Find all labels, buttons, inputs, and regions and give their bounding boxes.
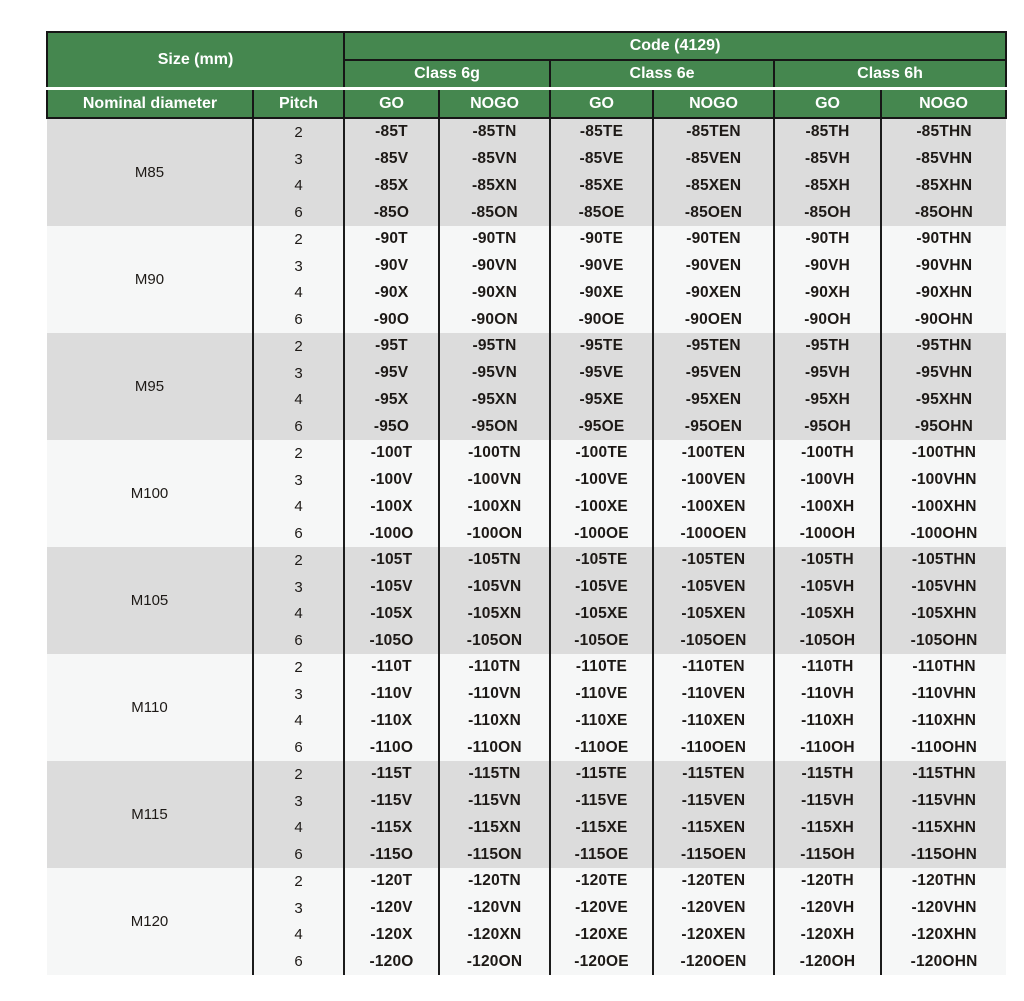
code-cell: -95XH <box>774 387 881 414</box>
code-cell: -110TE <box>550 654 653 681</box>
code-cell: -90VHN <box>881 253 1006 280</box>
code-cell: -85OEN <box>653 199 774 226</box>
nominal-diameter-cell: M115 <box>47 761 253 868</box>
code-cell: -115XN <box>439 815 550 842</box>
table-row <box>47 868 1006 895</box>
code-cell: -100XN <box>439 494 550 521</box>
code-cell: -115THN <box>881 761 1006 788</box>
code-cell: -105TH <box>774 547 881 574</box>
code-cell: -105TN <box>439 547 550 574</box>
pitch-cell: 6 <box>253 413 344 440</box>
code-cell: -90T <box>344 226 439 253</box>
code-cell: -115OEN <box>653 841 774 868</box>
code-cell: -95XEN <box>653 387 774 414</box>
code-cell: -100X <box>344 494 439 521</box>
code-cell: -115TEN <box>653 761 774 788</box>
code-cell: -120XHN <box>881 922 1006 949</box>
code-cell: -95O <box>344 413 439 440</box>
code-cell: -90OH <box>774 306 881 333</box>
code-cell: -110ON <box>439 734 550 761</box>
class-6h-header-cell: Class 6h <box>774 60 1006 89</box>
nominal-diameter-cell: M110 <box>47 654 253 761</box>
code-cell: -115VN <box>439 788 550 815</box>
code-cell: -110THN <box>881 654 1006 681</box>
pitch-cell: 3 <box>253 895 344 922</box>
code-cell: -120TH <box>774 868 881 895</box>
code-cell: -95TE <box>550 333 653 360</box>
pitch-cell: 2 <box>253 440 344 467</box>
pitch-cell: 6 <box>253 841 344 868</box>
code-cell: -105X <box>344 601 439 628</box>
pitch-cell: 4 <box>253 708 344 735</box>
class-6e-header-cell: Class 6e <box>550 60 774 89</box>
code-cell: -85VEN <box>653 146 774 173</box>
code-cell: -100TH <box>774 440 881 467</box>
code-cell: -120TE <box>550 868 653 895</box>
code-cell: -90O <box>344 306 439 333</box>
code-cell: -100VN <box>439 467 550 494</box>
code-cell: -105XHN <box>881 601 1006 628</box>
code-cell: -95TH <box>774 333 881 360</box>
code-cell: -90VEN <box>653 253 774 280</box>
code-cell: -120VH <box>774 895 881 922</box>
pitch-cell: 2 <box>253 868 344 895</box>
code-cell: -100TE <box>550 440 653 467</box>
code-cell: -85TH <box>774 118 881 146</box>
pitch-cell: 3 <box>253 253 344 280</box>
code-cell: -120OE <box>550 948 653 975</box>
code-cell: -115XH <box>774 815 881 842</box>
table-body <box>47 118 1006 975</box>
code-cell: -85VE <box>550 146 653 173</box>
code-cell: -105XN <box>439 601 550 628</box>
code-cell: -95V <box>344 360 439 387</box>
code-cell: -110VE <box>550 681 653 708</box>
code-cell: -95VH <box>774 360 881 387</box>
code-cell: -110T <box>344 654 439 681</box>
nominal-diameter-cell: M100 <box>47 440 253 547</box>
code-cell: -100XE <box>550 494 653 521</box>
code-cell: -95VEN <box>653 360 774 387</box>
code-cell: -85TN <box>439 118 550 146</box>
size-header-cell: Size (mm) <box>47 32 344 89</box>
code-cell: -85THN <box>881 118 1006 146</box>
code-cell: -95THN <box>881 333 1006 360</box>
code-cell: -100ON <box>439 520 550 547</box>
code-cell: -100THN <box>881 440 1006 467</box>
code-cell: -110VHN <box>881 681 1006 708</box>
code-cell: -100VEN <box>653 467 774 494</box>
code-cell: -110VH <box>774 681 881 708</box>
code-cell: -95T <box>344 333 439 360</box>
code-cell: -90VN <box>439 253 550 280</box>
code-cell: -105XH <box>774 601 881 628</box>
table-row <box>47 118 1006 146</box>
code-cell: -95X <box>344 387 439 414</box>
code-cell: -105OEN <box>653 627 774 654</box>
code-cell: -110VEN <box>653 681 774 708</box>
code-cell: -85OH <box>774 199 881 226</box>
code-header-cell: Code (4129) <box>344 32 1006 60</box>
pitch-cell: 6 <box>253 627 344 654</box>
code-cell: -85XEN <box>653 173 774 200</box>
code-cell: -95OH <box>774 413 881 440</box>
code-cell: -85XH <box>774 173 881 200</box>
code-cell: -105T <box>344 547 439 574</box>
code-cell: -90XEN <box>653 280 774 307</box>
pitch-cell: 2 <box>253 333 344 360</box>
pitch-cell: 2 <box>253 654 344 681</box>
nogo-header-cell-6e: NOGO <box>653 89 774 119</box>
code-cell: -90VH <box>774 253 881 280</box>
code-cell: -110TN <box>439 654 550 681</box>
code-cell: -105XEN <box>653 601 774 628</box>
code-cell: -115TH <box>774 761 881 788</box>
code-cell: -85TEN <box>653 118 774 146</box>
code-cell: -105VH <box>774 574 881 601</box>
header-row-columns <box>47 89 1006 119</box>
code-cell: -95XE <box>550 387 653 414</box>
nominal-diameter-cell: M105 <box>47 547 253 654</box>
code-cell: -115OE <box>550 841 653 868</box>
code-cell: -85ON <box>439 199 550 226</box>
pitch-cell: 4 <box>253 601 344 628</box>
code-cell: -120THN <box>881 868 1006 895</box>
code-cell: -110XE <box>550 708 653 735</box>
code-cell: -105V <box>344 574 439 601</box>
pitch-cell: 3 <box>253 788 344 815</box>
nominal-diameter-cell: M85 <box>47 118 253 226</box>
code-cell: -105OHN <box>881 627 1006 654</box>
code-cell: -120T <box>344 868 439 895</box>
code-cell: -120XE <box>550 922 653 949</box>
code-cell: -120ON <box>439 948 550 975</box>
code-cell: -85VN <box>439 146 550 173</box>
pitch-header-cell: Pitch <box>253 89 344 119</box>
code-cell: -100OE <box>550 520 653 547</box>
code-cell: -100OH <box>774 520 881 547</box>
pitch-cell: 6 <box>253 948 344 975</box>
code-cell: -95XN <box>439 387 550 414</box>
code-cell: -110V <box>344 681 439 708</box>
pitch-cell: 3 <box>253 146 344 173</box>
pitch-cell: 4 <box>253 922 344 949</box>
code-cell: -120OEN <box>653 948 774 975</box>
code-cell: -95OE <box>550 413 653 440</box>
code-cell: -115T <box>344 761 439 788</box>
code-cell: -100XHN <box>881 494 1006 521</box>
code-cell: -90OE <box>550 306 653 333</box>
code-cell: -90THN <box>881 226 1006 253</box>
code-cell: -100V <box>344 467 439 494</box>
code-cell: -115XHN <box>881 815 1006 842</box>
code-cell: -110VN <box>439 681 550 708</box>
table-row <box>47 333 1006 360</box>
code-cell: -115VHN <box>881 788 1006 815</box>
code-cell: -90XHN <box>881 280 1006 307</box>
code-cell: -120VN <box>439 895 550 922</box>
code-cell: -85OHN <box>881 199 1006 226</box>
table-header <box>47 32 1006 118</box>
code-cell: -90X <box>344 280 439 307</box>
pitch-cell: 6 <box>253 734 344 761</box>
code-cell: -115VE <box>550 788 653 815</box>
code-cell: -95VE <box>550 360 653 387</box>
code-cell: -90OHN <box>881 306 1006 333</box>
thread-gauge-code-table <box>46 31 1007 975</box>
code-cell: -120VHN <box>881 895 1006 922</box>
table-row <box>47 440 1006 467</box>
pitch-cell: 2 <box>253 761 344 788</box>
nominal-diameter-header-cell: Nominal diameter <box>47 89 253 119</box>
code-cell: -110OHN <box>881 734 1006 761</box>
code-cell: -100T <box>344 440 439 467</box>
nominal-diameter-cell: M95 <box>47 333 253 440</box>
pitch-cell: 3 <box>253 681 344 708</box>
code-cell: -105ON <box>439 627 550 654</box>
code-cell: -110TEN <box>653 654 774 681</box>
code-cell: -110XEN <box>653 708 774 735</box>
code-cell: -110OH <box>774 734 881 761</box>
pitch-cell: 2 <box>253 226 344 253</box>
code-cell: -100OEN <box>653 520 774 547</box>
code-cell: -90TH <box>774 226 881 253</box>
code-cell: -95OHN <box>881 413 1006 440</box>
code-cell: -105XE <box>550 601 653 628</box>
code-cell: -100XH <box>774 494 881 521</box>
code-cell: -105OH <box>774 627 881 654</box>
code-cell: -120TN <box>439 868 550 895</box>
code-cell: -85XN <box>439 173 550 200</box>
code-cell: -115ON <box>439 841 550 868</box>
code-cell: -105TEN <box>653 547 774 574</box>
code-cell: -95TEN <box>653 333 774 360</box>
code-cell: -85X <box>344 173 439 200</box>
code-cell: -110OEN <box>653 734 774 761</box>
code-cell: -90XE <box>550 280 653 307</box>
code-cell: -115XEN <box>653 815 774 842</box>
pitch-cell: 4 <box>253 387 344 414</box>
code-cell: -85XHN <box>881 173 1006 200</box>
nominal-diameter-cell: M90 <box>47 226 253 333</box>
code-cell: -85XE <box>550 173 653 200</box>
code-cell: -100TN <box>439 440 550 467</box>
code-cell: -115TN <box>439 761 550 788</box>
code-cell: -90VE <box>550 253 653 280</box>
pitch-cell: 3 <box>253 574 344 601</box>
table-row <box>47 761 1006 788</box>
code-cell: -105THN <box>881 547 1006 574</box>
code-cell: -85VH <box>774 146 881 173</box>
code-cell: -100VH <box>774 467 881 494</box>
go-header-cell-6h: GO <box>774 89 881 119</box>
code-cell: -120XN <box>439 922 550 949</box>
code-cell: -105VEN <box>653 574 774 601</box>
code-cell: -105VN <box>439 574 550 601</box>
pitch-cell: 4 <box>253 815 344 842</box>
code-cell: -85O <box>344 199 439 226</box>
code-cell: -110TH <box>774 654 881 681</box>
code-cell: -110XHN <box>881 708 1006 735</box>
code-cell: -85V <box>344 146 439 173</box>
code-cell: -90XN <box>439 280 550 307</box>
code-cell: -120VEN <box>653 895 774 922</box>
code-cell: -120O <box>344 948 439 975</box>
code-cell: -90ON <box>439 306 550 333</box>
code-cell: -105VE <box>550 574 653 601</box>
code-cell: -115X <box>344 815 439 842</box>
code-cell: -110XH <box>774 708 881 735</box>
code-cell: -105TE <box>550 547 653 574</box>
code-cell: -105VHN <box>881 574 1006 601</box>
pitch-cell: 2 <box>253 118 344 146</box>
code-cell: -100OHN <box>881 520 1006 547</box>
code-cell: -85T <box>344 118 439 146</box>
code-cell: -85VHN <box>881 146 1006 173</box>
class-6g-header-cell: Class 6g <box>344 60 550 89</box>
code-cell: -90TE <box>550 226 653 253</box>
pitch-cell: 2 <box>253 547 344 574</box>
code-cell: -100VE <box>550 467 653 494</box>
code-cell: -95TN <box>439 333 550 360</box>
header-row-top <box>47 32 1006 60</box>
code-cell: -115TE <box>550 761 653 788</box>
pitch-cell: 4 <box>253 173 344 200</box>
code-cell: -110O <box>344 734 439 761</box>
table-row <box>47 654 1006 681</box>
code-cell: -95VN <box>439 360 550 387</box>
table-row <box>47 547 1006 574</box>
code-cell: -95OEN <box>653 413 774 440</box>
code-cell: -120V <box>344 895 439 922</box>
code-cell: -100VHN <box>881 467 1006 494</box>
code-cell: -90OEN <box>653 306 774 333</box>
code-cell: -115OH <box>774 841 881 868</box>
code-cell: -110XN <box>439 708 550 735</box>
pitch-cell: 4 <box>253 280 344 307</box>
code-cell: -115OHN <box>881 841 1006 868</box>
code-cell: -115V <box>344 788 439 815</box>
code-cell: -120XH <box>774 922 881 949</box>
pitch-cell: 6 <box>253 306 344 333</box>
code-cell: -120VE <box>550 895 653 922</box>
code-cell: -115VEN <box>653 788 774 815</box>
nogo-header-cell-6g: NOGO <box>439 89 550 119</box>
pitch-cell: 6 <box>253 520 344 547</box>
pitch-cell: 6 <box>253 199 344 226</box>
code-cell: -115VH <box>774 788 881 815</box>
code-cell: -120X <box>344 922 439 949</box>
table-row <box>47 226 1006 253</box>
code-cell: -95ON <box>439 413 550 440</box>
code-cell: -90TEN <box>653 226 774 253</box>
nogo-header-cell-6h: NOGO <box>881 89 1006 119</box>
code-cell: -100XEN <box>653 494 774 521</box>
pitch-cell: 3 <box>253 360 344 387</box>
code-cell: -120XEN <box>653 922 774 949</box>
code-cell: -120OHN <box>881 948 1006 975</box>
code-cell: -100TEN <box>653 440 774 467</box>
code-cell: -115O <box>344 841 439 868</box>
code-cell: -105O <box>344 627 439 654</box>
code-cell: -95VHN <box>881 360 1006 387</box>
code-cell: -85OE <box>550 199 653 226</box>
code-cell: -95XHN <box>881 387 1006 414</box>
code-cell: -90TN <box>439 226 550 253</box>
code-cell: -85TE <box>550 118 653 146</box>
code-cell: -110X <box>344 708 439 735</box>
code-cell: -90V <box>344 253 439 280</box>
code-cell: -120TEN <box>653 868 774 895</box>
code-cell: -110OE <box>550 734 653 761</box>
code-cell: -90XH <box>774 280 881 307</box>
pitch-cell: 3 <box>253 467 344 494</box>
code-cell: -100O <box>344 520 439 547</box>
nominal-diameter-cell: M120 <box>47 868 253 975</box>
pitch-cell: 4 <box>253 494 344 521</box>
code-cell: -120OH <box>774 948 881 975</box>
code-cell: -115XE <box>550 815 653 842</box>
go-header-cell-6g: GO <box>344 89 439 119</box>
code-cell: -105OE <box>550 627 653 654</box>
go-header-cell-6e: GO <box>550 89 653 119</box>
